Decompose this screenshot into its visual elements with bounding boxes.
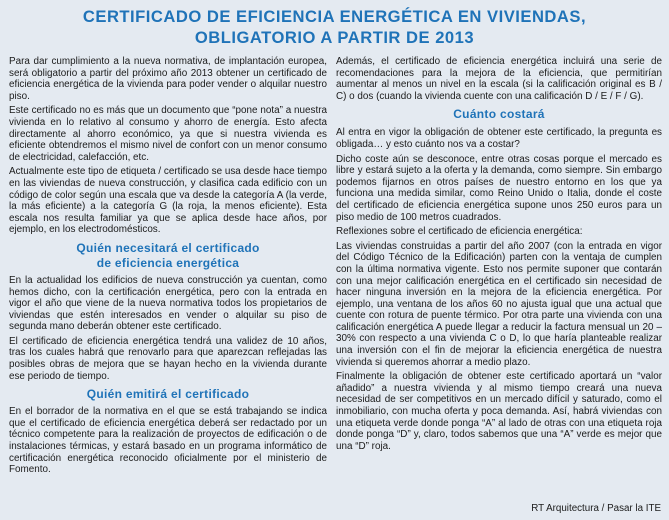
title-line-2: OBLIGATORIO A PARTIR DE 2013 xyxy=(194,28,475,47)
paragraph: El certificado de eficiencia energética tendrá una validez de 10 años, tras los cuales habrá que renovarlo para que aparezcan reflejadas las posibles obras de mejora que se hayan hecho en la vivienda durante ese periodo de tiempo. xyxy=(9,335,327,382)
paragraph: Actualmente este tipo de etiqueta / certificado se usa desde hace tiempo en las viviendas de nueva construcción, y clasifica cada edificio con un código de color según una escala que va desde la categoría A (la verde, la más eficiente) a la categoría G (la roja, la menos eficiente). Esta escala nos resulta familiar ya que se aplica desde hace años, por ejemplo, en los electrodomésticos. xyxy=(9,166,327,236)
paragraph: En la actualidad los edificios de nueva construcción ya cuentan, como hemos dicho, con la certificación energética, pero con la entrada en vigor el año que viene de la nueva normativa todos los propietarios de viviendas que estén interesados en vender o alquilar su piso de segunda mano deberán obtener este certificado. xyxy=(9,274,327,333)
right-column xyxy=(336,56,662,455)
paragraph: Para dar cumplimiento a la nueva normativa, de implantación europea, será obligatorio a partir del próximo año 2013 obtener un certificado de eficiencia energética de la vivienda para poder vender o alquilar nuestro piso. xyxy=(9,56,327,102)
paragraph: Dicho coste aún se desconoce, entre otras cosas porque el mercado es libre y estará sujeto a la oferta y la demanda, como siempre. Sin embargo podemos fijarnos en otros países de nuestro entorno en los que ya funciona una medida similar, como Reino Unido o Italia, donde el coste del certificado de eficiencia energética supone unos 250 euros para un piso medio de 100 metros cuadrados. xyxy=(336,153,662,223)
paragraph: Reflexiones sobre el certificado de eficiencia energética: xyxy=(336,226,583,238)
section-heading-cost: Cuánto costará xyxy=(453,107,545,122)
left-column xyxy=(9,56,327,479)
paragraph: Además, el certificado de eficiencia energética incluirá una serie de recomendaciones para la mejora de la eficiencia, que permitirían aumentar al menos un nivel en la escala (si la calificación original es B / C) o dos (cuando la vivienda cuente con una calificación D / E / F / G). xyxy=(336,56,662,102)
paragraph: En el borrador de la normativa en el que se está trabajando se indica que el certificado de eficiencia energética deberá ser redactado por un técnico competente para la realización de proyectos de edificación o de instalaciones térmicas, y estará basado en un programa informático de certificación energética reconocido oficialmente por el ministerio de Fomento. xyxy=(9,406,327,476)
source-credit: RT Arquitectura / Pasar la ITE xyxy=(531,503,661,514)
section-heading-who-issues: Quién emitirá el certificado xyxy=(86,387,250,402)
article-title xyxy=(0,6,669,48)
title-line-1: CERTIFICADO DE EFICIENCIA ENERGÉTICA EN VIVIENDAS, xyxy=(82,7,587,26)
section-heading-who-needs xyxy=(9,241,327,271)
paragraph: Al entra en vigor la obligación de obtener este certificado, la pregunta es obligada… y esto cuánto nos va a costar? xyxy=(336,127,662,150)
paragraph: Finalmente la obligación de obtener este certificado aportará un “valor añadido” a nuestra vivienda y al mismo tiempo creará una nueva necesidad de ser competitivos en un mercado difícil y saturado, como el inmobiliario, con mucha oferta y poca demanda. Así, habrá viviendas con una etiqueta verde donde ponga “A” al lado de otras con una etiqueta roja donde ponga “D” y, claro, todos sabemos que una “A” verde es mejor que una “D” roja. xyxy=(336,371,662,452)
heading-line: Quién necesitará el certificado xyxy=(76,240,260,255)
paragraph: Las viviendas construidas a partir del año 2007 (con la entrada en vigor del Código Técnico de la Edificación) parten con la ventaja de cumplen con la última normativa vigente. Esto nos permite suponer que contarán con una mejor calificación energética en el certificado sin necesidad de hacer ninguna inversión en la mejora de la eficiencia energética. Por ejemplo, una ventana de los años 60 no ajusta igual que una actual que cuente con rotura de puente térmico. Por otra parte una vivienda con una calificación energética A puede llegar a reducir la factura mensual un 20 – 30% con respecto a una vivienda C o D, lo que haría planteable realizar una inversión con el fin de mejorar la eficiencia energética de nuestra vivienda si queremos ahorrar a medio plazo. xyxy=(336,240,662,368)
heading-line: de eficiencia energética xyxy=(96,255,240,270)
paragraph: Este certificado no es más que un documento que “pone nota” a nuestra vivienda en lo relativo al consumo y ahorro de energía. Esto afecta directamente al ahorro económico, ya que si nuestra vivienda es eficiente obtendremos el mismo nivel de confort con un menor consumo de electricidad, calefacción, etc. xyxy=(9,105,327,163)
